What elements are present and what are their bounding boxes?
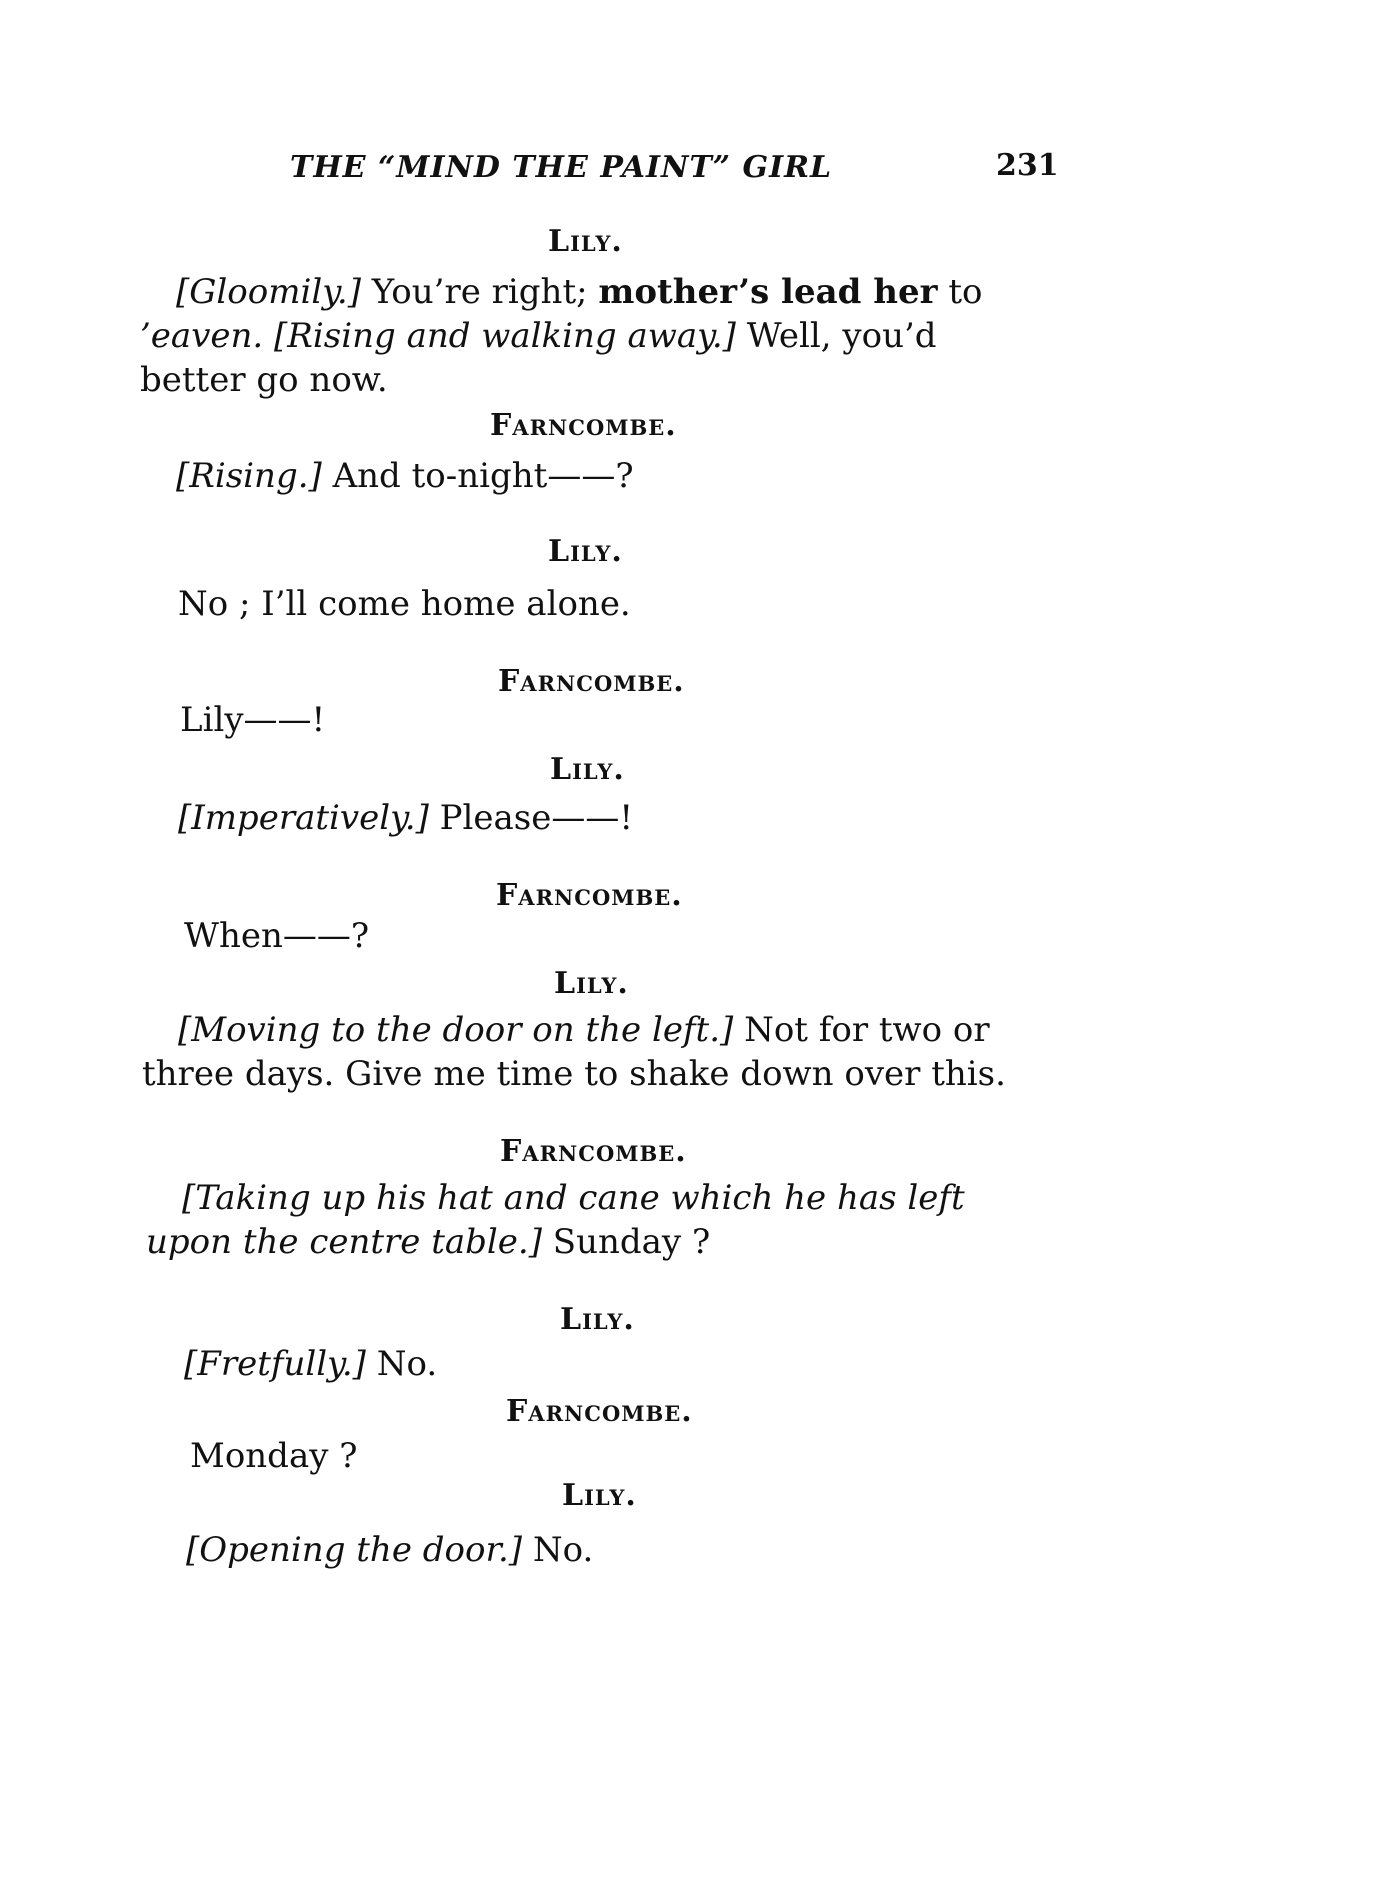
- speaker-name: Farncombe.: [496, 878, 683, 913]
- dialogue-text: Please——!: [428, 798, 634, 838]
- speaker-name: Lily.: [560, 1302, 635, 1337]
- dialogue-text: Well, you’d better go now.: [140, 316, 937, 400]
- dialogue-text: Sunday ?: [542, 1222, 711, 1262]
- dialogue-text: Not for two or three days. Give me time to shake down over this.: [142, 1010, 1006, 1094]
- speaker-name: Lily.: [550, 752, 625, 787]
- dialogue-line: [180, 700, 325, 740]
- dialogue-line: [184, 916, 369, 956]
- speaker-name: Farncombe.: [506, 1394, 693, 1429]
- dialogue-text-bold: mother’s lead her: [598, 272, 938, 312]
- dialogue-line: [186, 1530, 593, 1570]
- speaker-name: Farncombe.: [490, 408, 677, 443]
- stage-direction: [Taking up his hat and cane which he has left upon the centre table.]: [146, 1178, 965, 1262]
- dialogue-text: No ; I’ll come home alone.: [178, 584, 631, 624]
- speaker-name: Farncombe.: [498, 664, 685, 699]
- running-header-title: THE “MIND THE PAINT” GIRL: [290, 150, 833, 185]
- stage-direction: [Gloomily.]: [176, 272, 361, 312]
- speaker-name: Farncombe.: [500, 1134, 687, 1169]
- stage-direction: [Moving to the door on the left.]: [178, 1010, 734, 1050]
- speaker-name: Lily.: [554, 966, 629, 1001]
- dialogue-text: When——?: [184, 916, 370, 956]
- dialogue-line: [178, 798, 633, 838]
- stage-direction: [Imperatively.]: [178, 798, 429, 838]
- speaker-name: Lily.: [548, 534, 623, 569]
- stage-direction: [Fretfully.]: [184, 1344, 366, 1384]
- speaker-name: Lily.: [562, 1478, 637, 1513]
- dialogue-line: [178, 584, 631, 624]
- dialogue-line: [140, 270, 1050, 402]
- stage-direction: [Opening the door.]: [186, 1530, 523, 1570]
- dialogue-line: [184, 1344, 437, 1384]
- dialogue-text: No.: [365, 1344, 438, 1384]
- dialogue-line: [142, 1008, 1052, 1096]
- speaker-name: Lily.: [548, 224, 623, 259]
- dialogue-text: You’re right;: [361, 272, 599, 312]
- dialogue-text: to: [937, 272, 983, 312]
- stage-direction: ’eaven. [Rising and walking away.]: [140, 316, 736, 356]
- dialogue-text: Monday ?: [190, 1436, 358, 1476]
- dialogue-text: No.: [522, 1530, 594, 1570]
- dialogue-text: Lily——!: [180, 700, 326, 740]
- dialogue-line: [146, 1176, 1056, 1264]
- dialogue-line: [176, 456, 634, 496]
- page-number: 231: [996, 148, 1059, 183]
- dialogue-line: [190, 1436, 357, 1476]
- stage-direction: [Rising.]: [176, 456, 322, 496]
- dialogue-text: And to-night——?: [321, 456, 634, 496]
